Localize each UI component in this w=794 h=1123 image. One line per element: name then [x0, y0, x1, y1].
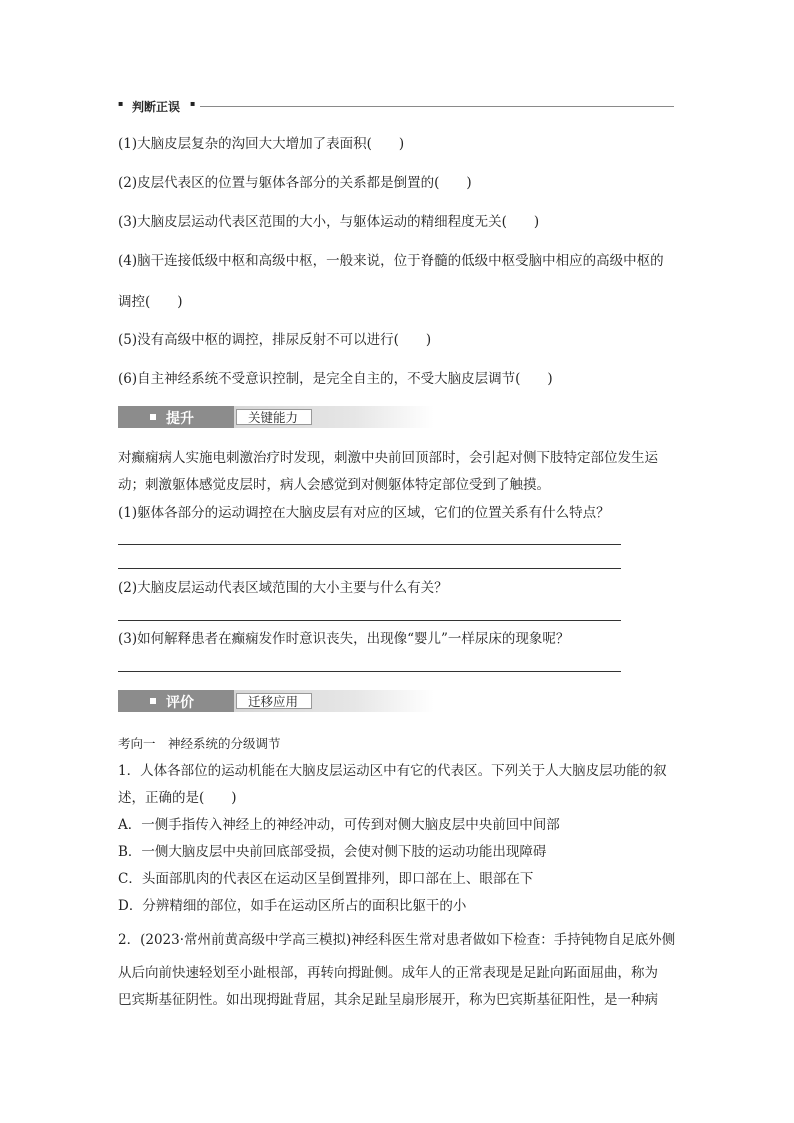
- judge-item-2: (2)皮层代表区的位置与躯体各部分的关系都是倒置的( ): [118, 175, 472, 191]
- improve-question-3: (3)如何解释患者在癫痫发作时意识丧失，出现像“婴儿”一样尿床的现象呢？: [118, 631, 570, 647]
- judge-item-6: (6)自主神经系统不受意识控制，是完全自主的，不受大脑皮层调节( ): [118, 371, 553, 387]
- evaluate-q1-option-c: C．头面部肌肉的代表区在运动区呈倒置排列，即口部在上、眼部在下: [118, 871, 534, 887]
- judge-item-4-line2: 调控( ): [118, 294, 183, 310]
- evaluate-q1-option-b: B．一侧大脑皮层中央前回底部受损，会使对侧下肢的运动功能出现障碍: [118, 844, 547, 860]
- judge-item-1: (1)大脑皮层复杂的沟回大大增加了表面积( ): [118, 136, 405, 152]
- evaluate-q2-line1: 2．(2023·常州前黄高级中学高三模拟)神经科医生常对患者做如下检查：手持钝物自足底外侧: [118, 932, 676, 948]
- evaluate-q1-stem-line2: 述，正确的是( ): [118, 790, 237, 806]
- evaluate-banner: [118, 690, 434, 712]
- evaluate-banner-tag: [236, 693, 312, 709]
- improve-banner: [118, 406, 434, 428]
- evaluate-q1-option-d: D．分辨精细的部位，如手在运动区所占的面积比躯干的小: [118, 898, 467, 914]
- improve-banner-title: 提升: [166, 411, 194, 427]
- evaluate-banner-title: 评价: [166, 695, 194, 711]
- judge-heading: 判断正误: [132, 100, 181, 114]
- improve-banner-tag: [236, 409, 312, 425]
- judge-heading-row: [118, 98, 674, 114]
- evaluate-q2-line2: 从后向前快速轻划至小趾根部，再转向拇趾侧。成年人的正常表现是足趾向跖面屈曲，称为: [118, 965, 658, 981]
- judge-item-3: (3)大脑皮层运动代表区范围的大小，与躯体运动的精细程度无关( ): [118, 214, 540, 230]
- evaluate-banner-tag-label: 迁移应用: [248, 694, 299, 709]
- improve-answer-line-1a: [118, 544, 621, 545]
- judge-heading-rule: [200, 106, 674, 107]
- evaluate-banner-square-icon: [150, 698, 156, 704]
- evaluate-direction: 考向一 神经系统的分级调节: [118, 736, 281, 751]
- improve-banner-square-icon: [150, 414, 156, 420]
- judge-heading-bullet-right: ▪: [190, 99, 196, 108]
- improve-answer-line-3: [118, 671, 621, 672]
- improve-intro-line1: 对癫痫病人实施电刺激治疗时发现，刺激中央前回顶部时，会引起对侧下肢特定部位发生运: [118, 450, 658, 466]
- improve-answer-line-2: [118, 620, 621, 621]
- improve-banner-dark: [118, 406, 234, 428]
- evaluate-q1-option-a: A．一侧手指传入神经上的神经冲动，可传到对侧大脑皮层中央前回中间部: [118, 817, 560, 833]
- improve-banner-tag-label: 关键能力: [248, 410, 299, 425]
- judge-item-4-line1: (4)脑干连接低级中枢和高级中枢，一般来说，位于脊髓的低级中枢受脑中相应的高级中枢的: [118, 253, 664, 269]
- improve-question-2: (2)大脑皮层运动代表区域范围的大小主要与什么有关？: [118, 580, 448, 596]
- judge-heading-bullet-left: ▪: [118, 99, 124, 108]
- evaluate-banner-dark: [118, 690, 234, 712]
- improve-answer-line-1b: [118, 568, 621, 569]
- improve-intro-line2: 动；刺激躯体感觉皮层时，病人会感觉到对侧躯体特定部位受到了触摸。: [118, 477, 550, 493]
- judge-item-5: (5)没有高级中枢的调控，排尿反射不可以进行( ): [118, 332, 432, 348]
- evaluate-q1-stem-line1: 1．人体各部位的运动机能在大脑皮层运动区中有它的代表区。下列关于人大脑皮层功能的叙: [118, 763, 667, 779]
- evaluate-q2-line3: 巴宾斯基征阴性。如出现拇趾背屈，其余足趾呈扇形展开，称为巴宾斯基征阳性，是一种病: [118, 992, 658, 1008]
- improve-question-1: (1)躯体各部分的运动调控在大脑皮层有对应的区域，它们的位置关系有什么特点？: [118, 505, 610, 521]
